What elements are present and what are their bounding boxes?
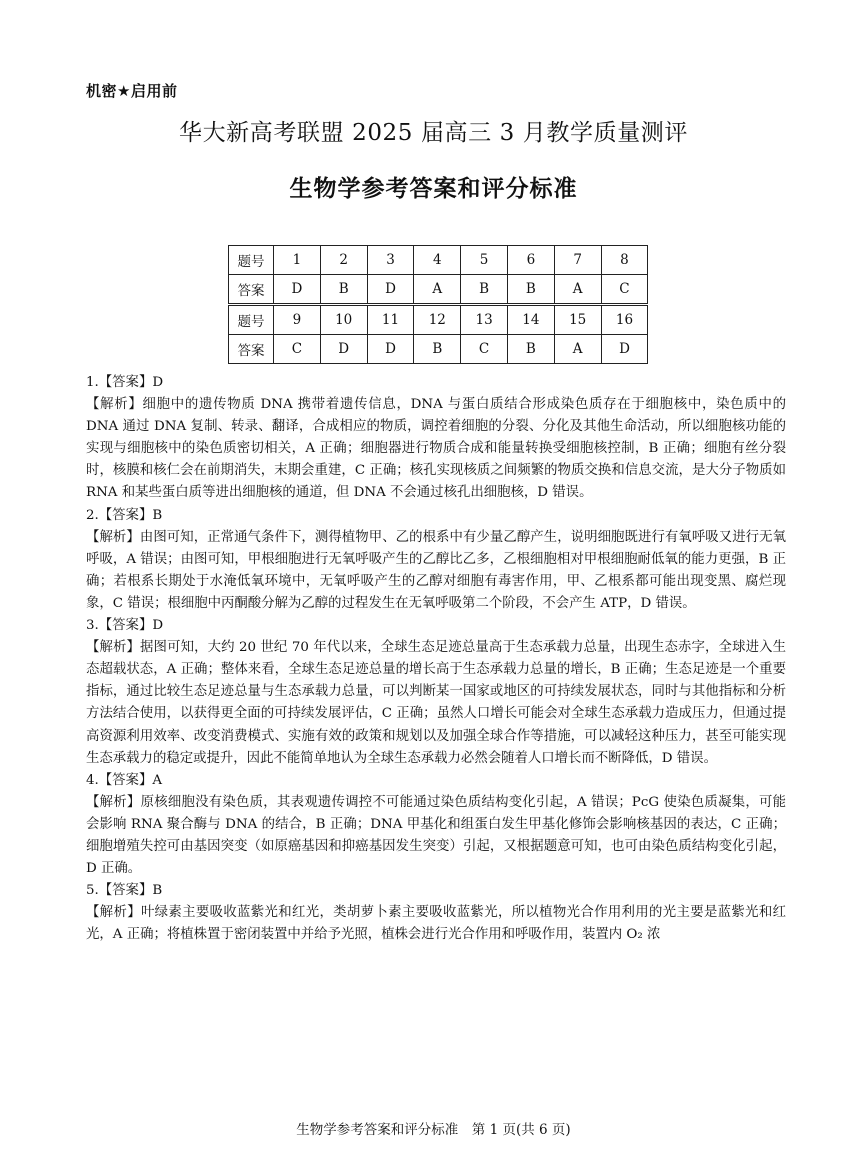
answer-cell: A <box>414 275 461 305</box>
table-row <box>229 275 648 305</box>
exam-title: 华大新高考联盟 2025 届高三 3 月教学质量测评 <box>178 120 688 146</box>
answer-cell: C <box>274 335 321 364</box>
question-block <box>86 770 786 880</box>
analysis-label: 【解析】 <box>86 905 141 921</box>
answer-cell: B <box>507 335 554 364</box>
answer-key-table <box>228 245 648 364</box>
answer-value: B <box>152 883 163 899</box>
answer-value: B <box>152 507 163 523</box>
question-number-cell: 13 <box>461 305 508 335</box>
question-number-cell: 9 <box>274 305 321 335</box>
question-number-cell: 12 <box>414 305 461 335</box>
question-number-cell: 15 <box>554 305 601 335</box>
answer-label: 【答案】 <box>98 883 153 899</box>
answer-line <box>86 770 786 792</box>
answer-cell: C <box>601 275 648 305</box>
table-row <box>229 335 648 364</box>
question-block <box>86 505 786 615</box>
answer-cell: D <box>320 335 367 364</box>
answer-line <box>86 615 786 637</box>
question-number-cell: 6 <box>507 246 554 275</box>
analysis-label: 【解析】 <box>86 640 141 656</box>
answer-label: 【答案】 <box>98 375 153 390</box>
analysis-paragraph <box>86 394 786 504</box>
analysis-paragraph <box>86 792 786 880</box>
analysis-paragraph <box>86 527 786 615</box>
answer-label: 【答案】 <box>98 618 153 634</box>
analysis-paragraph <box>86 902 786 946</box>
answer-cell: A <box>554 275 601 305</box>
analysis-text: 由图可知，正常通气条件下，测得植物甲、乙的根系中有少量乙醇产生，说明细胞既进行有氧呼吸又进行无氧呼吸，A 错误；由图可知，甲根细胞进行无氧呼吸产生的乙醇比乙多，乙根细胞相对甲根细胞耐低氧的能力更强，B 正确；若根系长期处于水淹低氧环境中，无氧呼吸产生的乙醇对细胞有毒害作用，甲、乙根系都可能出现变黑、腐烂现象，C 错误；根细胞中丙酮酸分解为乙醇的过程发生在无氧呼吸第二个阶段，不会产生 ATP，D 错误。 <box>86 529 787 611</box>
question-number: 2. <box>86 507 99 523</box>
answer-label: 【答案】 <box>98 507 153 523</box>
table-row <box>229 305 648 335</box>
answer-value: D <box>152 375 164 390</box>
question-number-cell: 2 <box>320 246 367 275</box>
question-number-cell: 11 <box>367 305 414 335</box>
answer-cell: D <box>367 275 414 305</box>
question-block <box>86 615 786 770</box>
answer-value: A <box>152 772 163 788</box>
question-number-cell: 7 <box>554 246 601 275</box>
page-footer: 生物学参考答案和评分标准 第 1 页(共 6 页) <box>296 1122 571 1138</box>
question-block <box>86 880 786 946</box>
answer-cell: C <box>461 335 508 364</box>
analysis-text: 细胞中的遗传物质 DNA 携带着遗传信息，DNA 与蛋白质结合形成染色质存在于细胞核中，染色质中的 DNA 通过 DNA 复制、转录、翻译，合成相应的物质，调控着细胞的分裂、分化及其他生命活动，所以细胞核功能的实现与细胞核中的染色质密切相关，A 正确；细胞器进行物质合成和能量转换受细胞核控制，B 正确；细胞有丝分裂时，核膜和核仁会在前期消失，末期会重建，C 正确；核孔实现核质之间频繁的物质交换和信息交流，是大分子物质如 RNA 和某些蛋白质等进出细胞核的通道，但 DNA 不会通过核孔出细胞核，D 错误。 <box>86 397 787 501</box>
question-number-cell: 14 <box>507 305 554 335</box>
question-number-cell: 3 <box>367 246 414 275</box>
answer-cell: B <box>507 275 554 305</box>
answer-cell: D <box>367 335 414 364</box>
answer-line <box>86 505 786 527</box>
question-number: 4. <box>86 772 99 788</box>
question-number-cell: 4 <box>414 246 461 275</box>
question-block <box>86 372 786 505</box>
analysis-label: 【解析】 <box>86 397 143 413</box>
answer-cell: A <box>554 335 601 364</box>
table-row <box>229 246 648 275</box>
question-number-cell: 5 <box>461 246 508 275</box>
question-number-header: 题号 <box>229 305 274 335</box>
answer-header: 答案 <box>229 275 274 305</box>
analysis-label: 【解析】 <box>86 794 141 810</box>
question-number-cell: 16 <box>601 305 648 335</box>
answer-cell: D <box>601 335 648 364</box>
question-number-cell: 8 <box>601 246 648 275</box>
question-number: 3. <box>86 618 99 634</box>
document-subtitle: 生物学参考答案和评分标准 <box>289 176 578 202</box>
analysis-label: 【解析】 <box>86 529 140 545</box>
answer-header: 答案 <box>229 335 274 364</box>
answer-cell: B <box>320 275 367 305</box>
answer-cell: B <box>414 335 461 364</box>
answer-cell: D <box>274 275 321 305</box>
confidential-mark: 机密★启用前 <box>86 82 178 100</box>
analysis-text: 原核细胞没有染色质，其表观遗传调控不可能通过染色质结构变化引起，A 错误；PcG 使染色质凝集，可能会影响 RNA 聚合酶与 DNA 的结合，B 正确；DNA 甲基化和组蛋白发生甲基化修饰会影响核基因的表达，C 正确；细胞增殖失控可由基因突变（如原癌基因和抑癌基因发生突变）引起，又根据题意可知，也可由染色质结构变化引起，D 正确。 <box>86 794 787 877</box>
analysis-paragraph <box>86 637 786 770</box>
question-number: 1. <box>86 375 99 390</box>
analysis-text: 叶绿素主要吸收蓝紫光和红光，类胡萝卜素主要吸收蓝紫光，所以植物光合作用利用的光主要是蓝紫光和红光，A 正确；将植株置于密闭装置中并给予光照，植株会进行光合作用和呼吸作用，装置内 O₂ 浓 <box>86 905 787 943</box>
answer-line <box>86 372 786 394</box>
answer-cell: B <box>461 275 508 305</box>
question-number-header: 题号 <box>229 246 274 275</box>
answer-value: D <box>152 618 164 634</box>
answer-explanations <box>86 372 786 946</box>
answer-label: 【答案】 <box>98 772 153 788</box>
answer-line <box>86 880 786 902</box>
question-number-cell: 1 <box>274 246 321 275</box>
question-number-cell: 10 <box>320 305 367 335</box>
analysis-text: 据图可知，大约 20 世纪 70 年代以来，全球生态足迹总量高于生态承载力总量，出现生态赤字，全球进入生态超载状态，A 正确；整体来看，全球生态足迹总量的增长高于生态承载力总量的增长，B 正确；生态足迹是一个重要指标，通过比较生态足迹总量与生态承载力总量，可以判断某一国家或地区的可持续发展状态，同时与其他指标和分析方法结合使用，以获得更全面的可持续发展评估，C 正确；虽然人口增长可能会对全球生态承载力造成压力，但通过提高资源利用效率、改变消费模式、实施有效的政策和规划以及加强全球合作等措施，可以减轻这种压力，甚至可能实现生态承载力的稳定或提升，因此不能简单地认为全球生态承载力必然会随着人口增长而不断降低，D 错误。 <box>86 640 786 766</box>
question-number: 5. <box>86 883 99 899</box>
